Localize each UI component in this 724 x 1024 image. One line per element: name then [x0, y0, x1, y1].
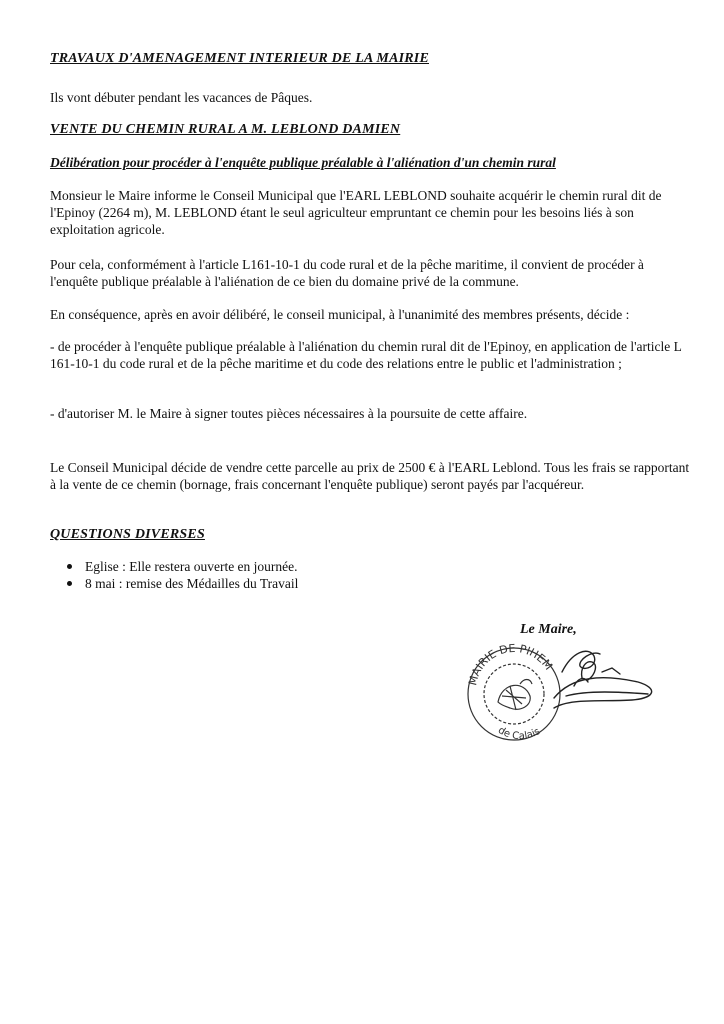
- seal-text-top: MAIRIE DE PIHEM: [466, 641, 556, 687]
- list-item-text: Eglise : Elle restera ouverte en journée.: [85, 559, 298, 574]
- mairie-seal-signature: [462, 632, 662, 748]
- list-item-text: 8 mai : remise des Médailles du Travail: [85, 576, 299, 591]
- paragraph-consequence: En conséquence, après en avoir délibéré, le conseil municipal, à l'unanimité des membres présents, décide :: [50, 307, 630, 322]
- decision-item-enquete: - de procéder à l'enquête publique préalable à l'aliénation du chemin rural dit de l'Epinoy, en application de l'article L 161-10-1 du code rural et de la pêche maritime et du code des relations entre le public et l'administration ;: [50, 339, 682, 371]
- list-item: [62, 558, 298, 575]
- seal-text-bottom: de Calais: [495, 724, 543, 743]
- section-text-travaux: Ils vont débuter pendant les vacances de Pâques.: [50, 90, 313, 105]
- list-item: [62, 575, 298, 592]
- section-heading-vente: VENTE DU CHEMIN RURAL A M. LEBLOND DAMIEN: [50, 122, 401, 137]
- section-heading-questions: QUESTIONS DIVERSES: [50, 527, 205, 542]
- paragraph-information: Monsieur le Maire informe le Conseil Municipal que l'EARL LEBLOND souhaite acquérir le chemin rural dit de l'Epinoy (2264 m), M. LEBLOND étant le seul agriculteur empruntant ce chemin pour les besoins liés à son exploitation agricole.: [50, 188, 662, 237]
- signature-strokes: [554, 651, 652, 708]
- bullet-icon: [67, 581, 72, 586]
- decision-item-autoriser: - d'autoriser M. le Maire à signer toutes pièces nécessaires à la poursuite de cette affaire.: [50, 406, 528, 421]
- deliberation-subheading: Délibération pour procéder à l'enquête publique préalable à l'aliénation d'un chemin rural: [50, 155, 556, 170]
- questions-list: [62, 558, 298, 592]
- signoff-label: Le Maire,: [520, 622, 577, 637]
- svg-text:de Calais: [496, 725, 542, 742]
- paragraph-article: Pour cela, conformément à l'article L161-10-1 du code rural et de la pêche maritime, il convient de procéder à l'enquête publique préalable à l'aliénation de ce bien du domaine privé de la commune.: [50, 257, 644, 289]
- bullet-icon: [67, 564, 72, 569]
- section-heading-travaux: TRAVAUX D'AMENAGEMENT INTERIEUR DE LA MAIRIE: [50, 51, 429, 66]
- paragraph-prix: Le Conseil Municipal décide de vendre cette parcelle au prix de 2500 € à l'EARL Leblond. Tous les frais se rapportant à la vente de ce chemin (bornage, frais concernant l'enquête publique) seront payés par l'acquéreur.: [50, 460, 690, 492]
